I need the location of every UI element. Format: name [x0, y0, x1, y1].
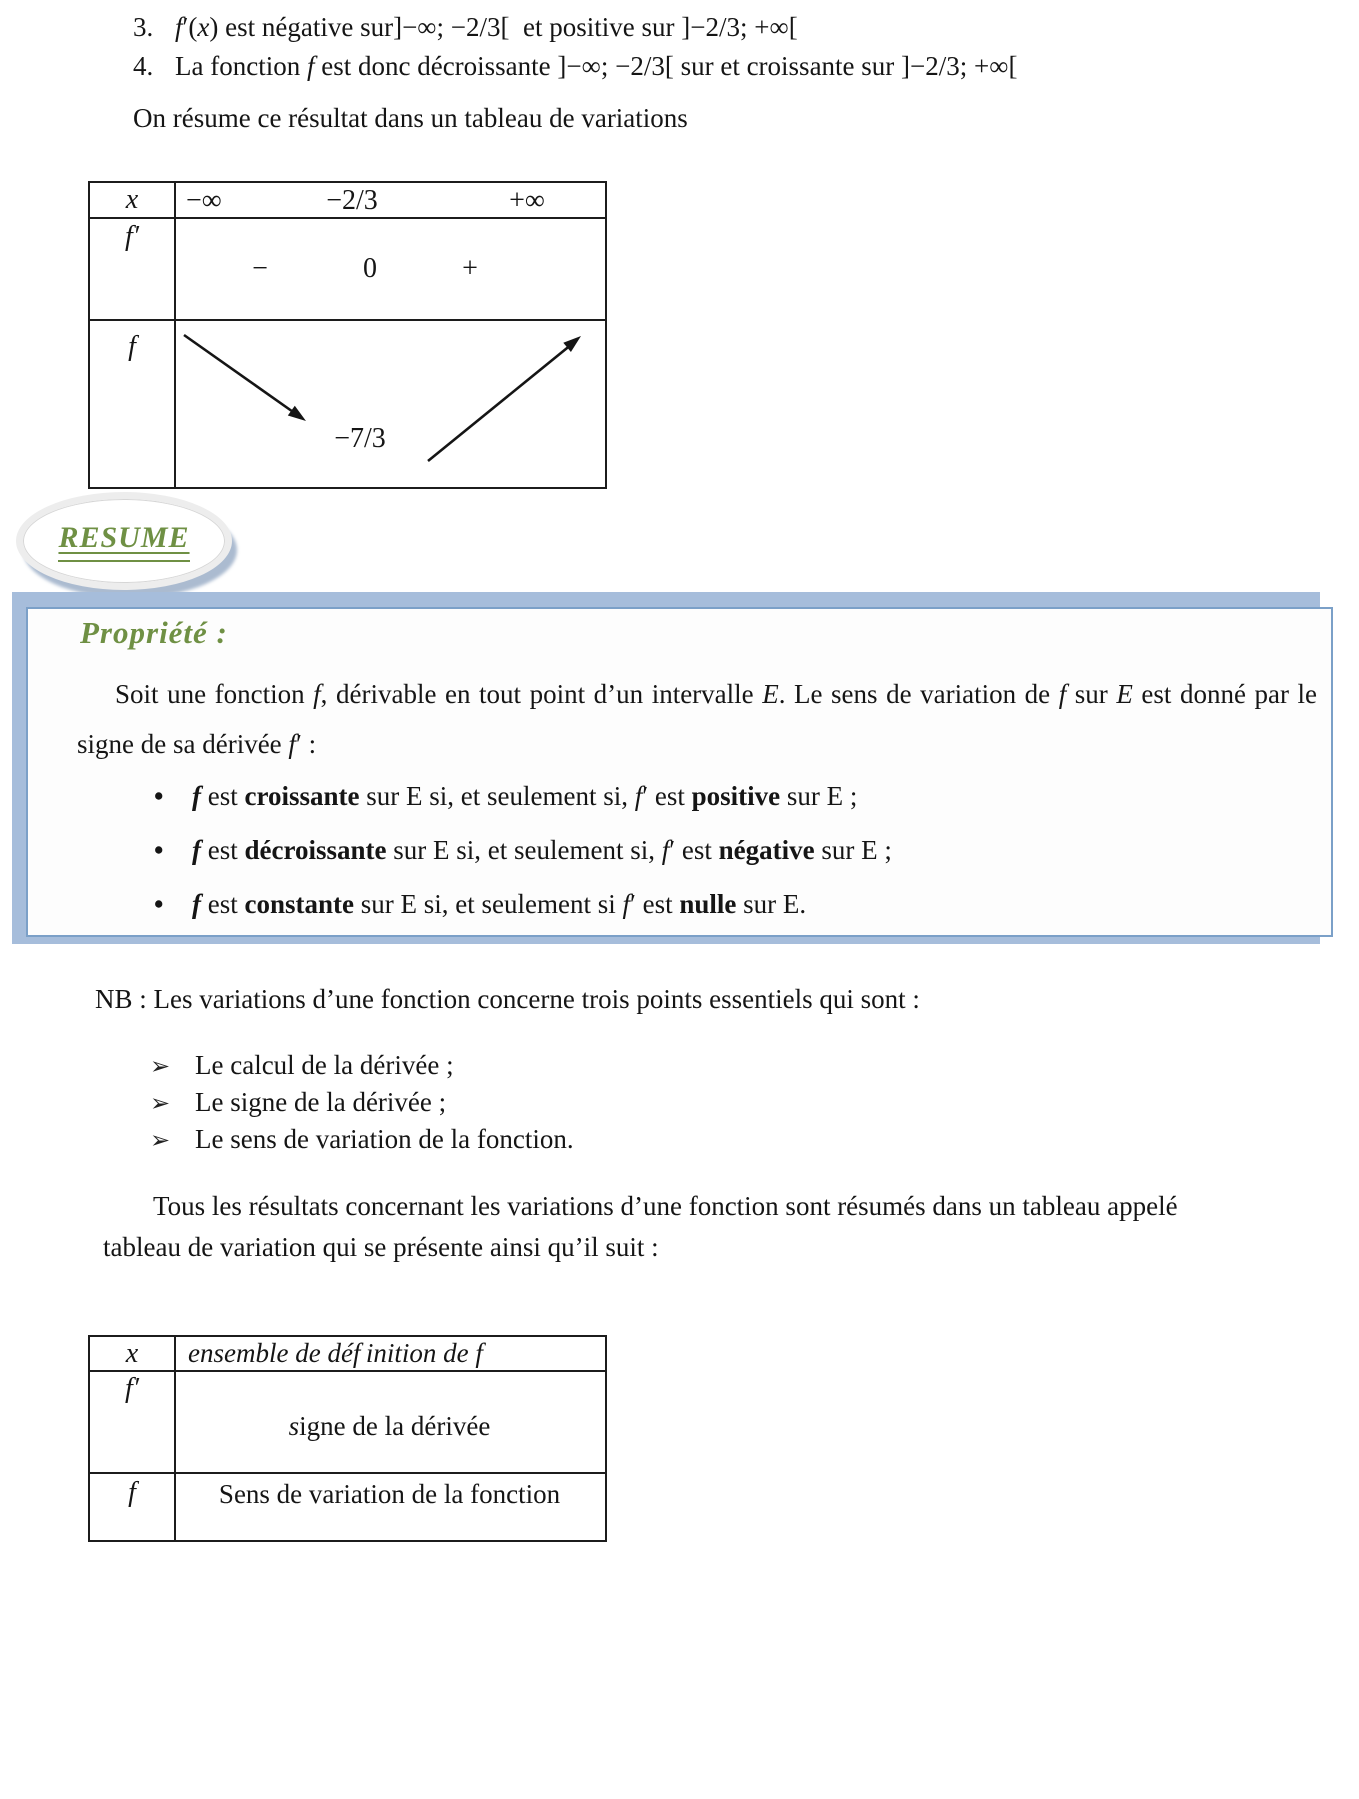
row-header-f: f [128, 1477, 136, 1508]
minimum-value: −7/3 [334, 423, 386, 454]
derivative-sign-cell: signe de la dérivée [288, 1411, 491, 1441]
nb-sentence: NB : Les variations d’une fonction concerne trois points essentiels qui sont : [95, 984, 920, 1014]
x-value-minus-infinity: −∞ [186, 185, 222, 216]
row-header-fprime: f′ [125, 1373, 139, 1404]
arrow-bullet-icon: ➢ [150, 1126, 171, 1154]
bullet-dot-icon: • [154, 889, 164, 919]
list-item-4 [133, 51, 1017, 82]
table-row-divider [90, 217, 605, 219]
intro-sentence: On résume ce résultat dans un tableau de variations [133, 103, 688, 133]
row-header-x: x [125, 1338, 139, 1369]
property-body: Soit une fonction f, dérivable en tout point d’un intervalle E. Le sens de variation de f sur E est donné par le signe de sa dérivée f′ : [77, 679, 1318, 759]
resume-badge [16, 492, 232, 590]
property-box [26, 607, 1333, 937]
arrow-bullet-icon: ➢ [150, 1052, 171, 1080]
property-bullet-text: f est croissante sur E si, et seulement si, f′ est positive sur E ; [192, 781, 858, 811]
domain-cell: ensemble de déf inition de f [188, 1338, 483, 1368]
decreasing-arrow-icon [184, 335, 306, 421]
list-item-text: f′(x) est négative sur]−∞; −2/3[ et positive sur ]−2/3; +∞[ [175, 12, 798, 42]
nb-point [150, 1050, 454, 1081]
bullet-dot-icon: • [154, 835, 164, 865]
x-value-plus-infinity: +∞ [509, 185, 545, 216]
increasing-arrow-icon [428, 336, 581, 461]
resume-badge-label: RESUME [58, 521, 189, 562]
nb-point-text: Le signe de la dérivée ; [195, 1087, 447, 1117]
list-item-number: 3. [133, 12, 154, 42]
variation-arrows-svg [176, 321, 605, 485]
sign-positive: + [462, 253, 478, 284]
nb-point [150, 1124, 574, 1155]
property-bullet-text: f est constante sur E si, et seulement si f′ est nulle sur E. [192, 889, 807, 919]
nb-point-text: Le calcul de la dérivée ; [195, 1050, 454, 1080]
property-title: Propriété : [80, 615, 228, 650]
variation-arrows [176, 321, 605, 485]
property-bullet [154, 781, 857, 812]
table-row-divider [90, 1472, 605, 1474]
variation-table [88, 181, 607, 489]
x-value-critical: −2/3 [326, 185, 378, 216]
list-item-3 [133, 12, 798, 43]
sign-negative: − [252, 253, 268, 284]
table-row-divider [90, 1370, 605, 1372]
property-bullet [154, 835, 892, 866]
list-item-text: La fonction f est donc décroissante ]−∞; −2/3[ sur et croissante sur ]−2/3; +∞[ [175, 51, 1018, 81]
sign-zero: 0 [363, 253, 377, 284]
arrow-bullet-icon: ➢ [150, 1089, 171, 1117]
property-bullet [154, 889, 806, 920]
closing-paragraph: Tous les résultats concernant les variations d’une fonction sont résumés dans un tableau appelé tableau de variation qui se présente ainsi qu’il suit : [103, 1191, 1178, 1262]
row-header-f: f [128, 331, 136, 362]
variation-direction-cell: Sens de variation de la fonction [218, 1479, 561, 1509]
list-item-number: 4. [133, 51, 154, 81]
bullet-dot-icon: • [154, 781, 164, 811]
row-header-fprime: f′ [125, 221, 139, 252]
property-bullet-text: f est décroissante sur E si, et seulement si, f′ est négative sur E ; [192, 835, 892, 865]
row-header-x: x [125, 184, 139, 215]
schema-table [88, 1335, 607, 1542]
nb-point [150, 1087, 446, 1118]
nb-point-text: Le sens de variation de la fonction. [195, 1124, 574, 1154]
